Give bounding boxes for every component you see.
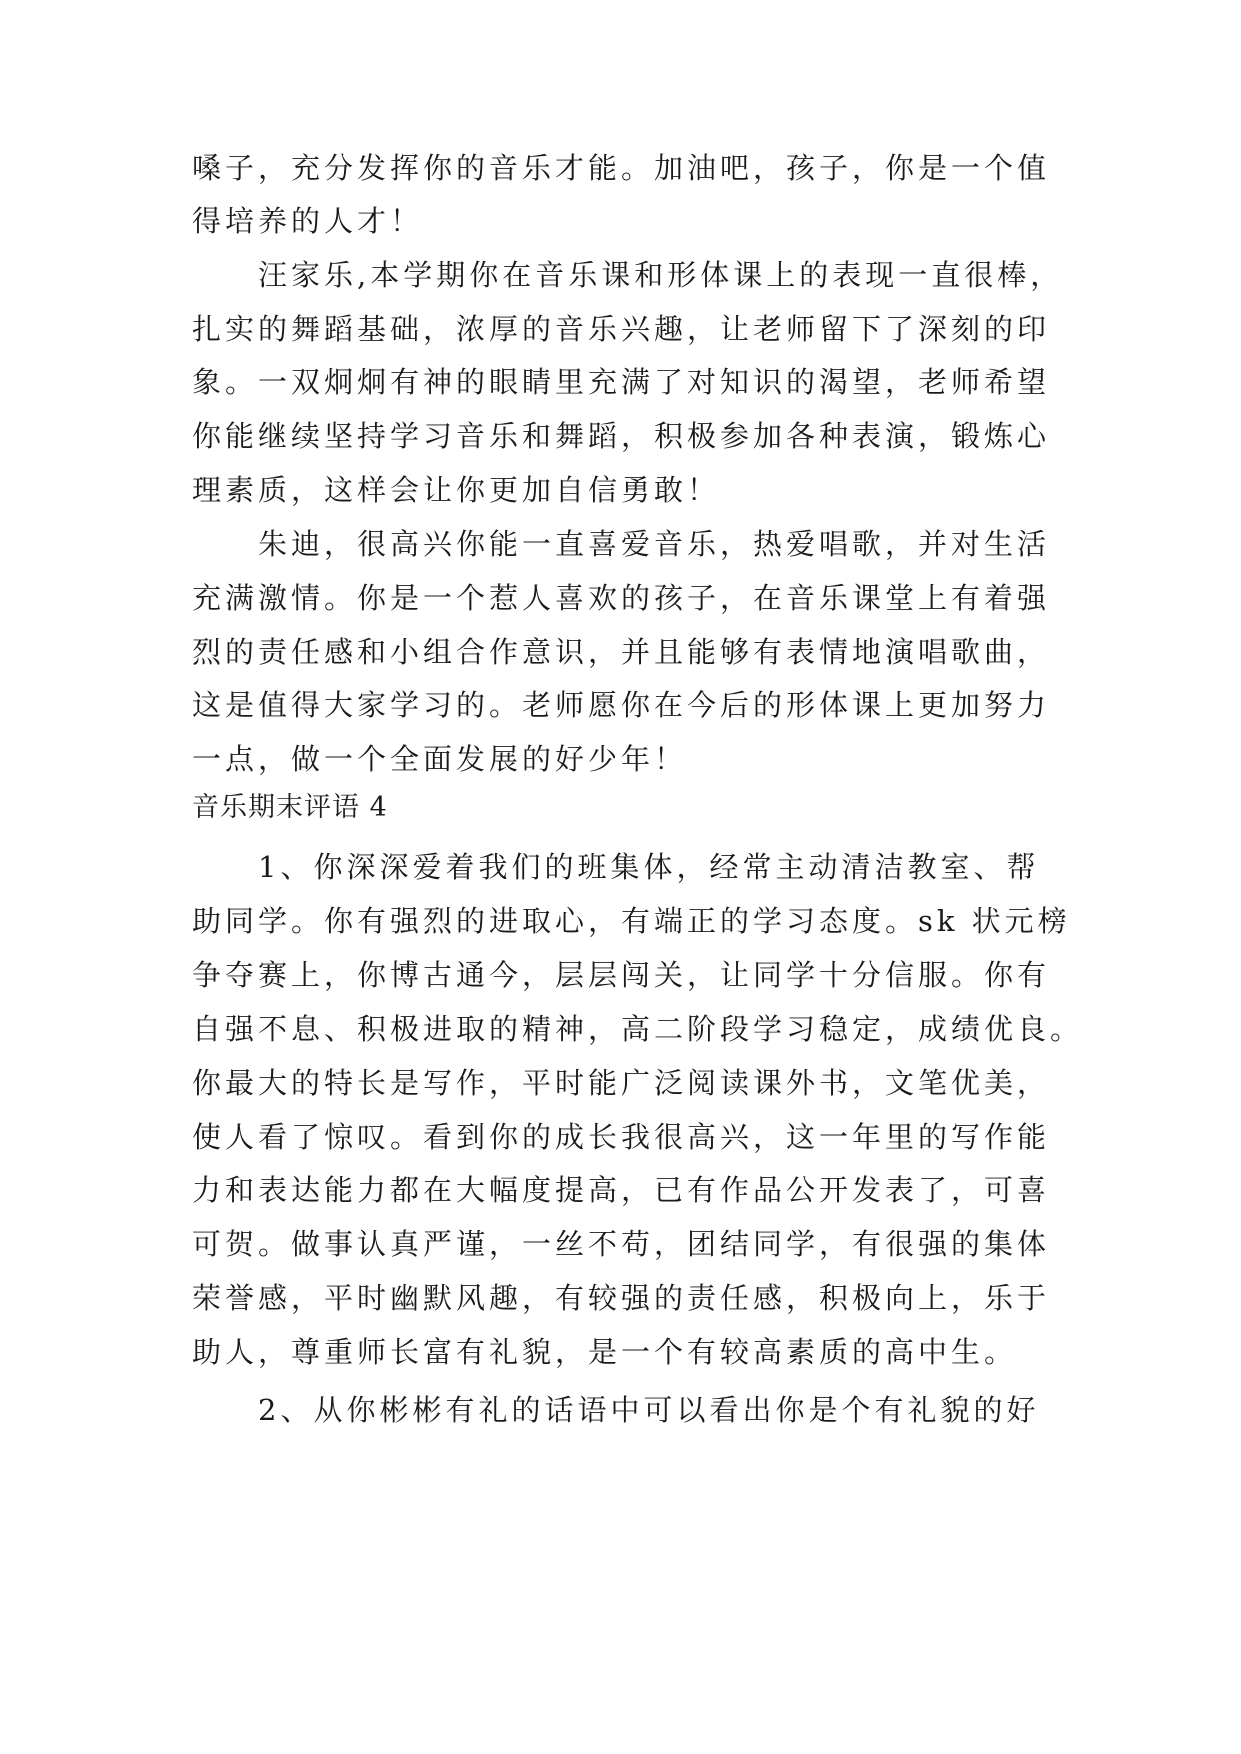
text-line: 使人看了惊叹。看到你的成长我很高兴，这一年里的写作能 <box>192 1120 1051 1154</box>
section-heading: 音乐期末评语 4 <box>192 792 388 823</box>
text-line: 助同学。你有强烈的进取心，有端正的学习态度。sk 状元榜 <box>192 904 1071 938</box>
text-line: 一点，做一个全面发展的好少年！ <box>192 742 688 776</box>
text-line: 力和表达能力都在大幅度提高，已有作品公开发表了，可喜 <box>192 1173 1051 1207</box>
text-line: 象。一双炯炯有神的眼睛里充满了对知识的渴望，老师希望 <box>192 365 1051 399</box>
text-line: 朱迪，很高兴你能一直喜爱音乐，热爱唱歌，并对生活 <box>192 527 1051 561</box>
text-line: 你最大的特长是写作，平时能广泛阅读课外书，文笔优美， <box>192 1066 1051 1100</box>
text-line: 1、你深深爱着我们的班集体，经常主动清洁教室、帮 <box>192 850 1040 884</box>
text-line: 自强不息、积极进取的精神，高二阶段学习稳定，成绩优良。 <box>192 1012 1084 1046</box>
text-line: 汪家乐,本学期你在音乐课和形体课上的表现一直很棒， <box>192 258 1064 292</box>
text-line: 荣誉感，平时幽默风趣，有较强的责任感，积极向上，乐于 <box>192 1281 1051 1315</box>
text-line: 充满激情。你是一个惹人喜欢的孩子，在音乐课堂上有着强 <box>192 581 1051 615</box>
text-line: 这是值得大家学习的。老师愿你在今后的形体课上更加努力 <box>192 688 1051 722</box>
text-line: 扎实的舞蹈基础，浓厚的音乐兴趣，让老师留下了深刻的印 <box>192 312 1051 346</box>
text-line: 可贺。做事认真严谨，一丝不苟，团结同学，有很强的集体 <box>192 1227 1051 1261</box>
text-line: 理素质，这样会让你更加自信勇敢！ <box>192 473 721 507</box>
text-line: 嗓子，充分发挥你的音乐才能。加油吧，孩子，你是一个值 <box>192 151 1051 185</box>
text-line: 烈的责任感和小组合作意识，并且能够有表情地演唱歌曲， <box>192 635 1051 669</box>
text-line: 你能继续坚持学习音乐和舞蹈，积极参加各种表演，锻炼心 <box>192 419 1051 453</box>
text-line: 助人，尊重师长富有礼貌，是一个有较高素质的高中生。 <box>192 1335 1018 1369</box>
text-line: 2、从你彬彬有礼的话语中可以看出你是个有礼貌的好 <box>192 1393 1040 1427</box>
text-line: 得培养的人才！ <box>192 204 424 238</box>
text-line: 争夺赛上，你博古通今，层层闯关，让同学十分信服。你有 <box>192 958 1051 992</box>
